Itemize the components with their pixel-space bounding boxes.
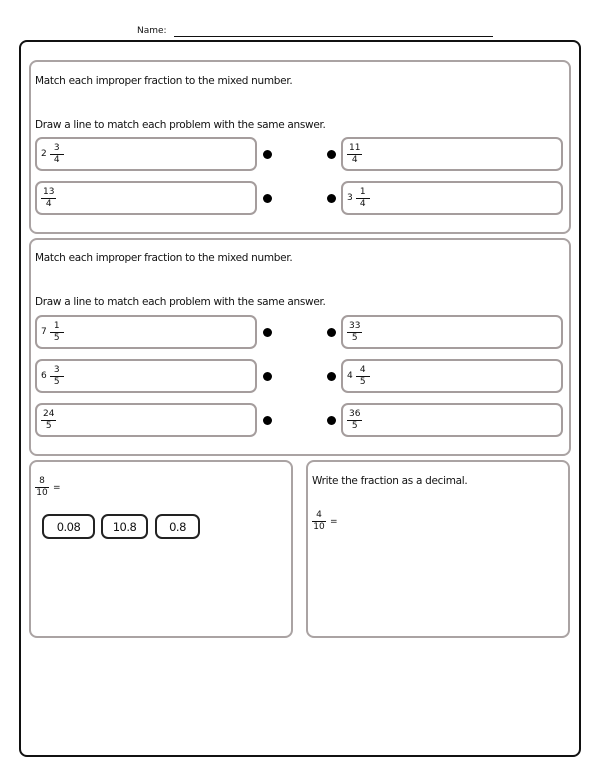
match-left-item[interactable] (35, 315, 257, 349)
match-dot-left[interactable] (263, 150, 272, 159)
mc-expression (35, 477, 61, 498)
section-2-instruction: Match each improper fraction to the mixed number. (35, 252, 293, 264)
decimal-expression (312, 511, 338, 532)
match-dot-right[interactable] (327, 416, 336, 425)
multiple-choice-section (29, 460, 293, 638)
match-left-item[interactable] (35, 181, 257, 215)
decimal-instruction: Write the fraction as a decimal. (312, 475, 468, 487)
fraction: $\frac{24}{5}$ (43, 408, 55, 431)
fraction: $\frac{1}{5}$ (50, 322, 64, 343)
match-right-item[interactable] (341, 181, 563, 215)
name-underline[interactable] (174, 36, 493, 37)
match-dot-right[interactable] (327, 150, 336, 159)
fraction: $\frac{3}{5}$ (50, 366, 64, 387)
match-dot-left[interactable] (263, 328, 272, 337)
section-1-instruction: Match each improper fraction to the mixed number. (35, 75, 293, 87)
match-dot-left[interactable] (263, 372, 272, 381)
fraction: $\frac{36}{5}$ (349, 408, 361, 431)
name-label: Name: (137, 26, 167, 36)
whole-number: 3 (347, 193, 353, 203)
fraction: $\frac{13}{4}$ (43, 186, 55, 209)
whole-number: 7 (41, 327, 47, 337)
match-dot-right[interactable] (327, 328, 336, 337)
fraction: $\frac{3}{4}$ (50, 144, 64, 165)
match-dot-left[interactable] (263, 416, 272, 425)
match-left-item[interactable] (35, 403, 257, 437)
match-right-item[interactable] (341, 137, 563, 171)
match-dot-right[interactable] (327, 372, 336, 381)
whole-number: 2 (41, 149, 47, 159)
fraction: $\frac{4}{10}$ (313, 510, 325, 532)
match-right-item[interactable] (341, 403, 563, 437)
section-2-direction: Draw a line to match each problem with the same answer. (35, 296, 326, 308)
fraction: $\frac{4}{5}$ (356, 366, 370, 387)
choice-button[interactable]: 10.8 (101, 514, 148, 539)
fraction: $\frac{8}{10}$ (36, 476, 48, 498)
match-left-item[interactable] (35, 137, 257, 171)
whole-number: 4 (347, 371, 353, 381)
equals-sign: = (53, 482, 61, 493)
equals-sign: = (330, 516, 338, 527)
fraction: $\frac{33}{5}$ (349, 320, 361, 343)
match-left-item[interactable] (35, 359, 257, 393)
match-dot-right[interactable] (327, 194, 336, 203)
fraction: $\frac{11}{4}$ (349, 142, 361, 165)
match-right-item[interactable] (341, 359, 563, 393)
match-right-item[interactable] (341, 315, 563, 349)
choice-button[interactable]: 0.08 (42, 514, 95, 539)
fraction: $\frac{1}{4}$ (356, 188, 370, 209)
choice-button[interactable]: 0.8 (155, 514, 200, 539)
match-dot-left[interactable] (263, 194, 272, 203)
whole-number: 6 (41, 371, 47, 381)
section-1-direction: Draw a line to match each problem with the same answer. (35, 119, 326, 131)
